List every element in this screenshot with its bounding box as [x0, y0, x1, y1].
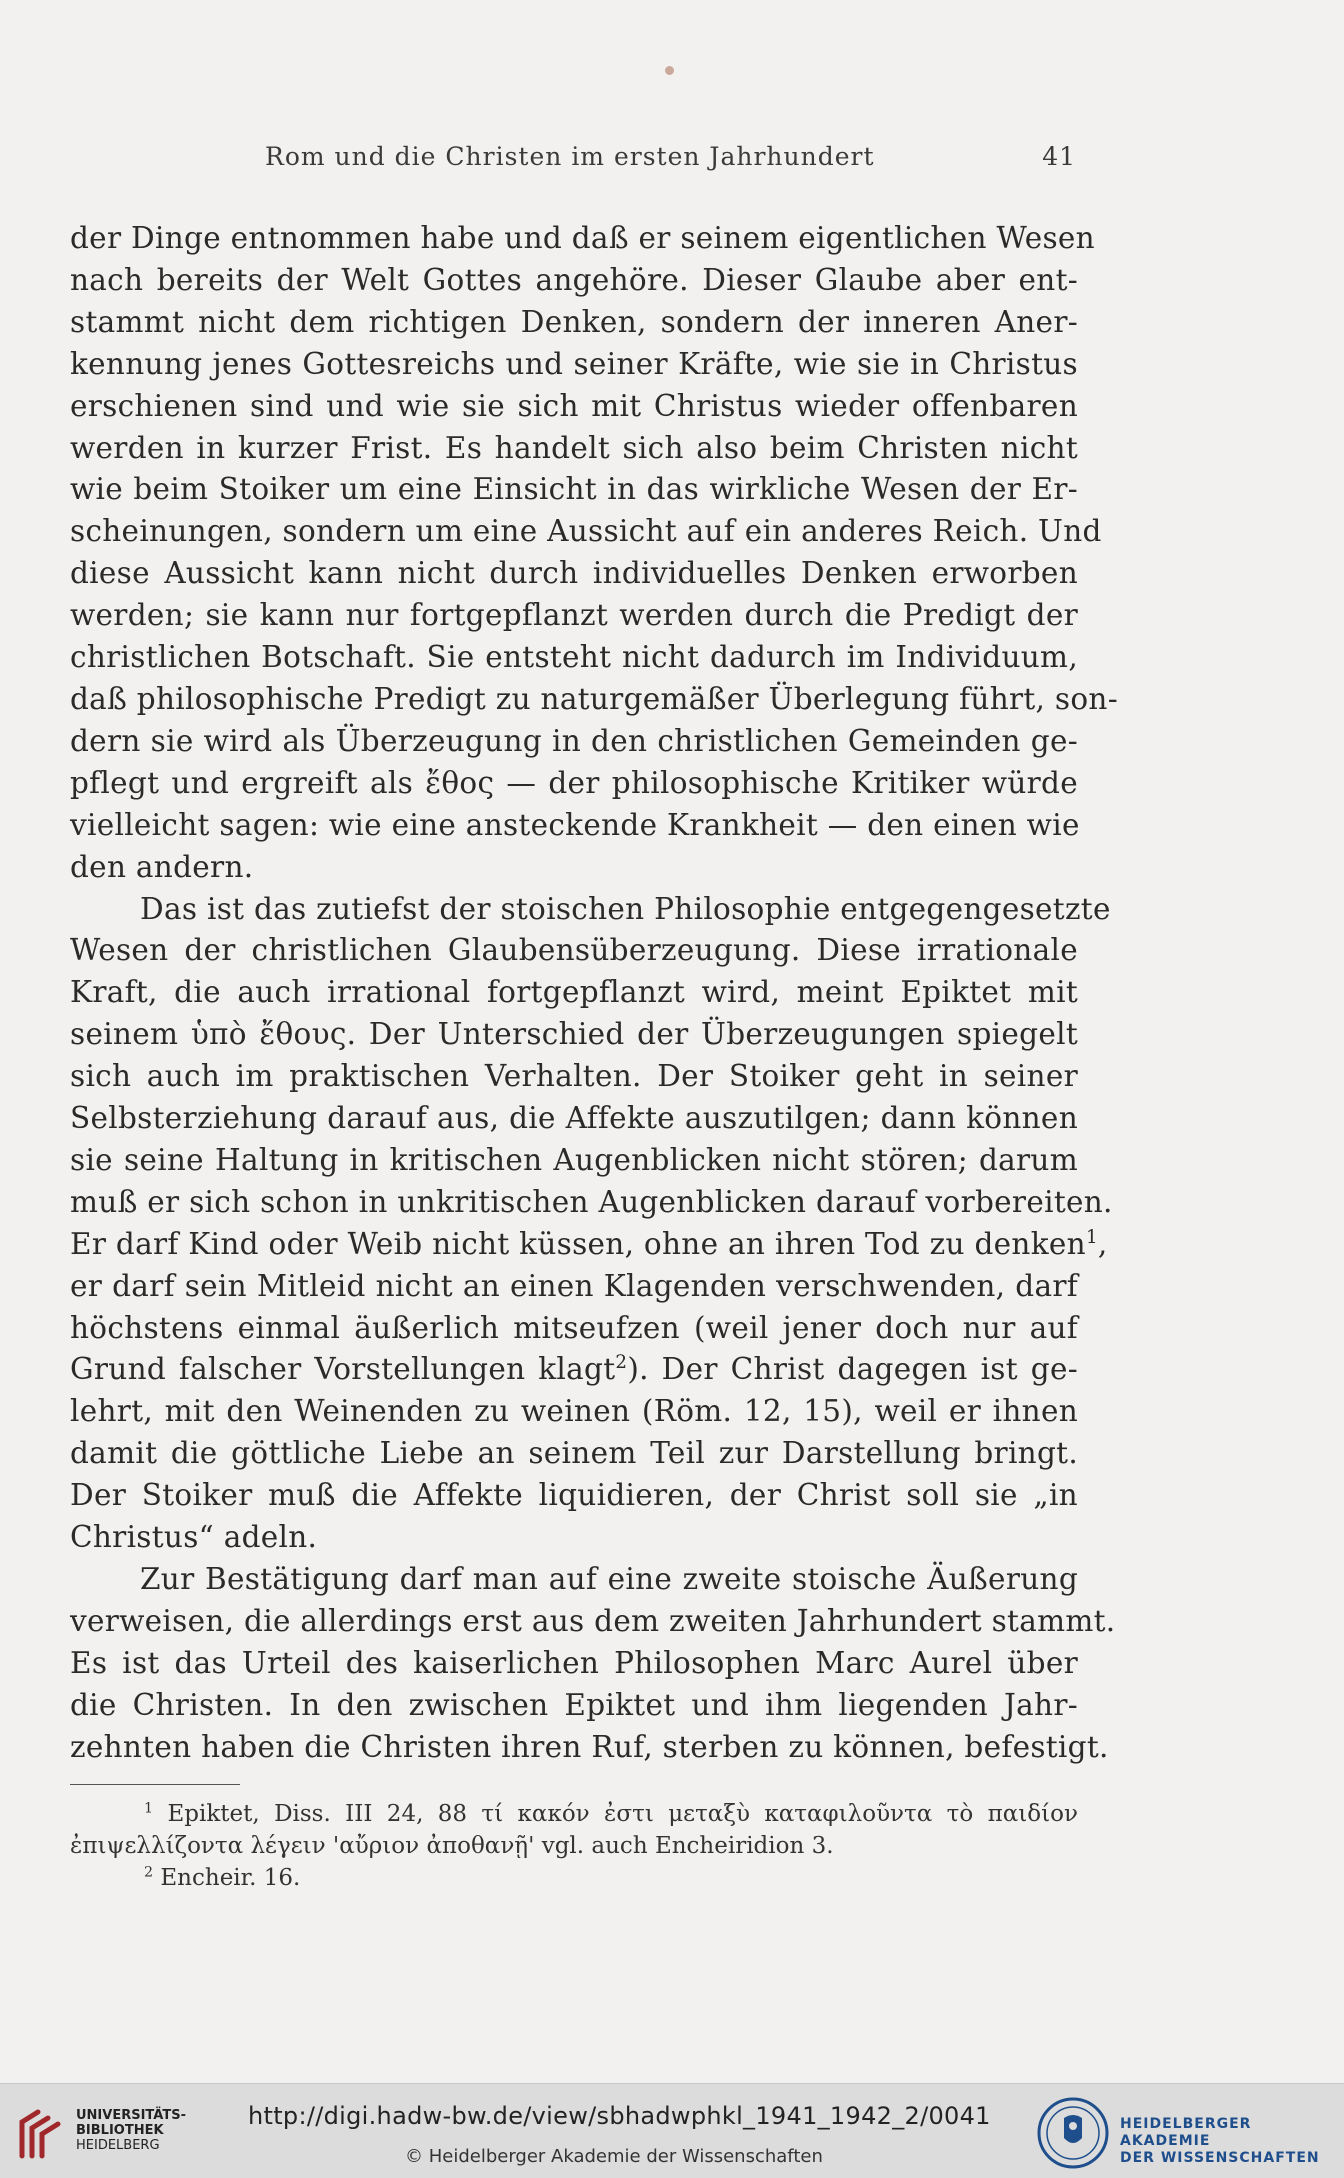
text-line: stammt nicht dem richtigen Denken, sondern der inneren Aner- [70, 304, 1078, 339]
text-line: höchstens einmal äußerlich mitseufzen (weil jener doch nur auf [70, 1310, 1078, 1345]
text-line: wie beim Stoiker um eine Einsicht in das wirkliche Wesen der Er- [70, 472, 1078, 507]
footnote-ref[interactable]: 2 [615, 1352, 628, 1374]
text-line: scheinungen, sondern um eine Aussicht auf ein anderes Reich. Und [70, 514, 1102, 549]
text-segment: ). Der Christ dagegen ist ge- [627, 1352, 1078, 1387]
text-line: Christus“ adeln. [70, 1520, 318, 1555]
footnotes [70, 1798, 1078, 1894]
text-line: Kraft, die auch irrational fortgepflanzt wird, meint Epiktet mit [70, 975, 1078, 1010]
text-line: zehnten haben die Christen ihren Ruf, sterben zu können, befestigt. [70, 1729, 1109, 1764]
text-segment: Grund falscher Vorstellungen klagt [70, 1352, 616, 1387]
text-line: christlichen Botschaft. Sie entsteht nicht dadurch im Individuum, [70, 640, 1078, 675]
text-line: dern sie wird als Überzeugung in den christlichen Gemeinden ge- [70, 723, 1078, 758]
footnote-mark: 1 [144, 1800, 154, 1817]
footnote-mark: 2 [144, 1864, 154, 1881]
text-line: vielleicht sagen: wie eine ansteckende Krankheit — den einen wie [70, 807, 1080, 842]
source-url-link[interactable]: http://digi.hadw-bw.de/view/sbhadwphkl_1941_1942_2/0041 [248, 2102, 991, 2130]
footnote-1-continued: ἐπιψελλίζοντα λέγειν 'αὔριον ἀποθανῇ' vgl. auch Encheiridion 3. [70, 1833, 834, 1859]
text-line: Das ist das zutiefst der stoischen Philosophie entgegengesetzte [140, 891, 1111, 926]
text-line: seinem ὑπὸ ἔθους. Der Unterschied der Überzeugungen spiegelt [70, 1017, 1078, 1052]
text-segment: , [1097, 1226, 1108, 1261]
text-line: lehrt, mit den Weinenden zu weinen (Röm. 12, 15), weil er ihnen [70, 1394, 1078, 1429]
text-line: daß philosophische Predigt zu naturgemäßer Überlegung führt, son- [70, 681, 1118, 716]
body-text [70, 218, 1118, 1769]
text-line: Es ist das Urteil des kaiserlichen Philosophen Marc Aurel über [70, 1645, 1078, 1680]
text-line: sich auch im praktischen Verhalten. Der Stoiker geht in seiner [70, 1059, 1078, 1094]
university-library-name: UNIVERSITÄTS- BIBLIOTHEK HEIDELBERG [76, 2108, 186, 2153]
university-library-logo-icon [14, 2106, 66, 2162]
text-line: er darf sein Mitleid nicht an einen Klagenden verschwenden, darf [70, 1268, 1078, 1303]
text-line: die Christen. In den zwischen Epiktet und ihm liegenden Jahr- [70, 1687, 1078, 1722]
text-line: erschienen sind und wie sie sich mit Christus wieder offenbaren [70, 388, 1078, 423]
text-line: nach bereits der Welt Gottes angehöre. Dieser Glaube aber ent- [70, 262, 1078, 297]
text-line: muß er sich schon in unkritischen Augenblicken darauf vorbereiten. [70, 1184, 1113, 1219]
text-line: diese Aussicht kann nicht durch individuelles Denken erworben [70, 556, 1078, 591]
footer-bar [0, 2083, 1344, 2178]
text-line: pflegt und ergreift als ἔθος — der philosophische Kritiker würde [70, 765, 1078, 800]
text-line: der Dinge entnommen habe und daß er seinem eigentlichen Wesen [70, 221, 1095, 255]
text-line: Selbsterziehung darauf aus, die Affekte auszutilgen; dann können [70, 1101, 1078, 1136]
text-line: Zur Bestätigung darf man auf eine zweite stoische Äußerung [140, 1562, 1078, 1596]
footnote-ref[interactable]: 1 [1085, 1226, 1098, 1248]
running-title: Rom und die Christen im ersten Jahrhundert [265, 142, 875, 171]
text-line [70, 1349, 1078, 1391]
copyright-notice: © Heidelberger Akademie der Wissenschaften [405, 2146, 823, 2167]
footnote-rule [70, 1784, 240, 1785]
running-head [0, 142, 1344, 182]
text-line: werden in kurzer Frist. Es handelt sich also beim Christen nicht [70, 430, 1078, 465]
text-line: den andern. [70, 849, 254, 884]
footnote-1 [70, 1798, 1078, 1830]
text-line: werden; sie kann nur fortgepflanzt werden durch die Predigt der [70, 598, 1078, 633]
footnote-text: Encheir. 16. [160, 1865, 301, 1891]
ink-spot [665, 66, 674, 75]
text-line: sie seine Haltung in kritischen Augenblicken nicht stören; darum [70, 1142, 1078, 1177]
text-line: kennung jenes Gottesreichs und seiner Kräfte, wie sie in Christus [70, 346, 1078, 381]
text-line: damit die göttliche Liebe an seinem Teil zur Darstellung bringt. [70, 1436, 1078, 1471]
footnote-text: Epiktet, Diss. III 24, 88 τί κακόν ἐστι μεταξὺ καταφιλοῦντα τὸ παιδίον [167, 1801, 1079, 1827]
text-line: Der Stoiker muß die Affekte liquidieren, der Christ soll sie „in [70, 1478, 1078, 1513]
academy-name: HEIDELBERGER AKADEMIE DER WISSENSCHAFTEN [1120, 2116, 1320, 2166]
text-segment: Er darf Kind oder Weib nicht küssen, ohne an ihren Tod zu denken [70, 1226, 1086, 1261]
page-number: 41 [1042, 142, 1076, 171]
text-line: Wesen der christlichen Glaubensüberzeugung. Diese irrationale [70, 933, 1078, 968]
text-line: verweisen, die allerdings erst aus dem zweiten Jahrhundert stammt. [70, 1603, 1116, 1638]
text-line [70, 1224, 1108, 1266]
academy-seal-icon [1036, 2096, 1110, 2170]
footnote-2 [70, 1862, 1078, 1894]
